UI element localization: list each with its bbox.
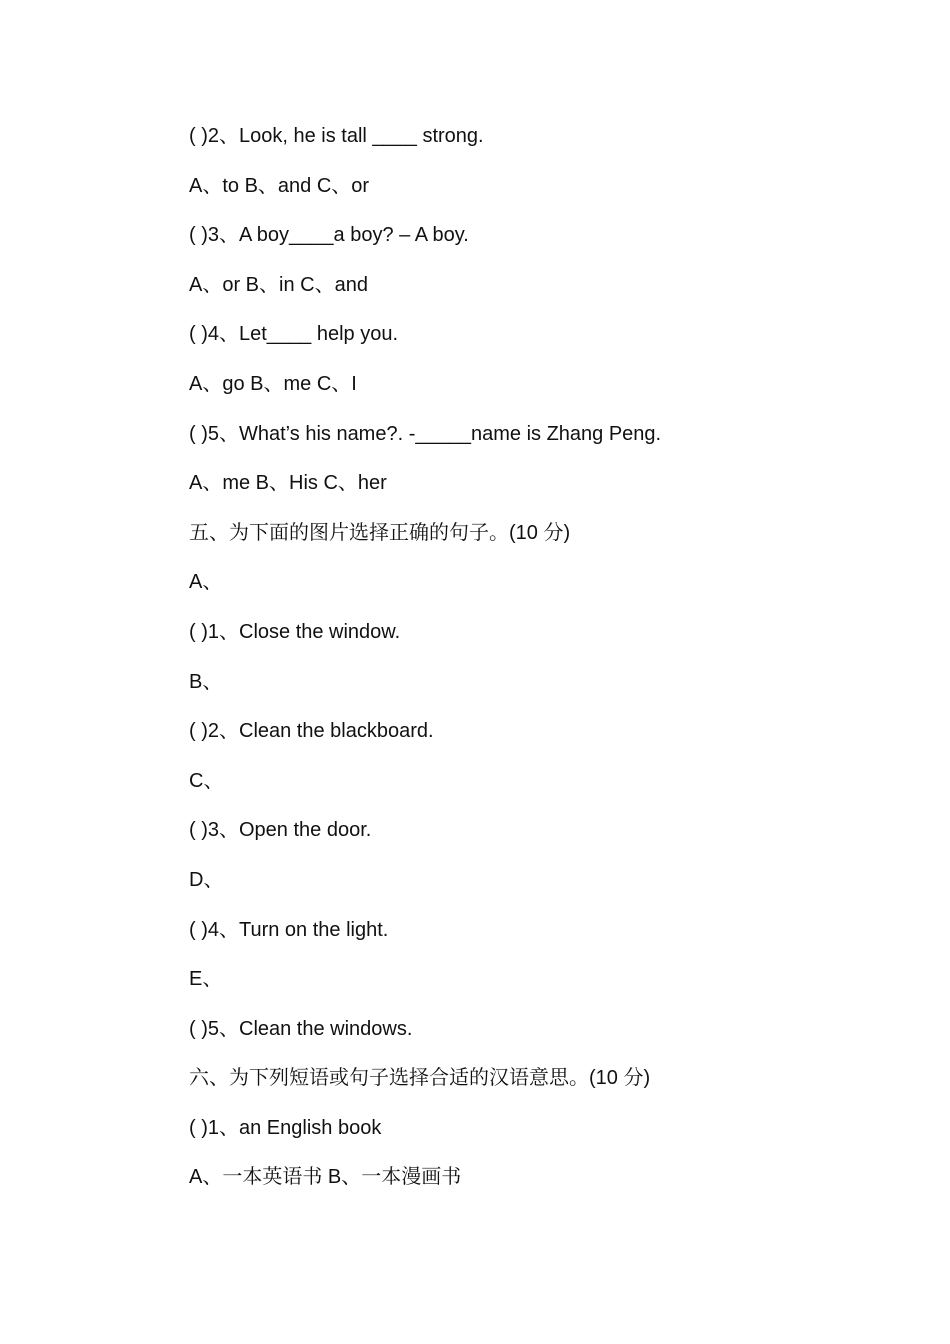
options-question-4: A、go B、me C、I — [189, 372, 357, 395]
document-content — [189, 121, 889, 1212]
question-3-or: ( )3、A boy____a boy? – A boy. — [189, 224, 469, 247]
sentence-3-open-door: ( )3、Open the door. — [189, 819, 372, 842]
options-question-5: A、me B、His C、her — [189, 472, 387, 495]
sentence-4-turn-on-light: ( )4、Turn on the light. — [189, 918, 389, 941]
phrase-1-english-book: ( )1、an English book — [189, 1116, 382, 1139]
options-phrase-1: A、一本英语书 B、一本漫画书 — [189, 1166, 462, 1189]
sentence-2-clean-blackboard: ( )2、Clean the blackboard. — [189, 720, 434, 743]
question-4-let: ( )4、Let____ help you. — [189, 323, 399, 346]
question-5-name: ( )5、What’s his name?. -_____name is Zhang Peng. — [189, 422, 662, 445]
picture-label-b: B、 — [189, 670, 223, 693]
options-question-2: A、to B、and C、or — [189, 174, 370, 197]
section-six-heading: 六、为下列短语或句子选择合适的汉语意思。(10 分) — [189, 1067, 651, 1090]
sentence-1-close-window: ( )1、Close the window. — [189, 620, 401, 643]
picture-label-d: D、 — [189, 868, 224, 891]
picture-label-e: E、 — [189, 968, 223, 991]
section-five-heading: 五、为下面的图片选择正确的句子。(10 分) — [189, 521, 571, 544]
picture-label-c: C、 — [189, 769, 224, 792]
options-question-3: A、or B、in C、and — [189, 273, 368, 296]
question-2-conjunction: ( )2、Look, he is tall ____ strong. — [189, 125, 484, 147]
picture-label-a: A、 — [189, 571, 223, 594]
sentence-5-clean-windows: ( )5、Clean the windows. — [189, 1017, 413, 1040]
